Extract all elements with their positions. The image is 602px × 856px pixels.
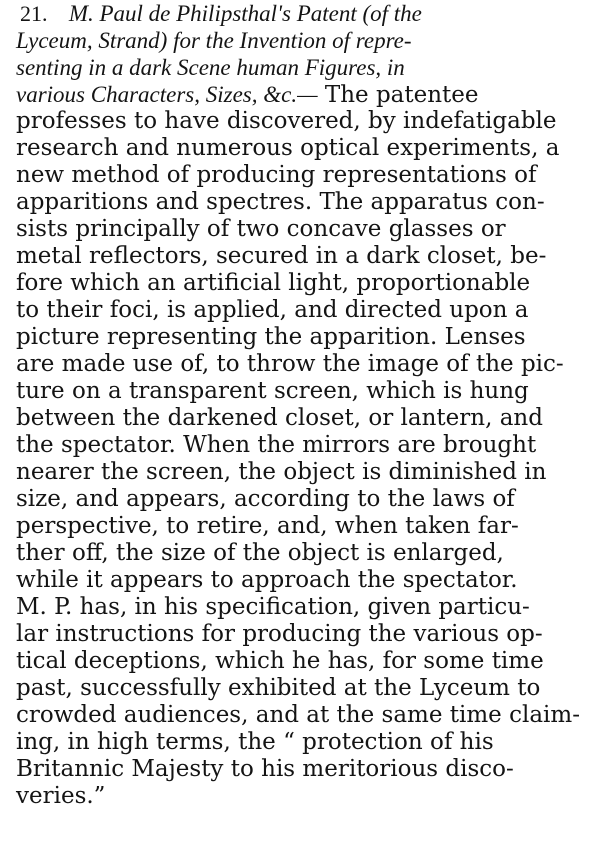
- text-line: ther off, the size of the object is enlarged,: [16, 540, 504, 566]
- article-number: 21.: [20, 1, 48, 26]
- text-line: [20, 0, 422, 28]
- text-line: metal reflectors, secured in a dark closet, be-: [16, 243, 547, 269]
- text-line: perspective, to retire, and, when taken far-: [16, 513, 519, 539]
- text-line: research and numerous optical experiments, a: [16, 135, 560, 161]
- text-line: between the darkened closet, or lantern, and: [16, 405, 543, 431]
- text-line: crowded audiences, and at the same time claim-: [16, 702, 580, 728]
- text-line: to their foci, is applied, and directed upon a: [16, 297, 529, 323]
- text-line: picture representing the apparition. Lenses: [16, 324, 526, 350]
- text-line: Britannic Majesty to his meritorious disco-: [16, 756, 514, 782]
- text-line: tical deceptions, which he has, for some time: [16, 648, 544, 674]
- text-line: size, and appears, according to the laws of: [16, 486, 515, 512]
- text-line: M. P. has, in his specification, given particu-: [16, 594, 530, 620]
- text-segment-italic: M. Paul de Philipsthal's Patent (of the: [68, 1, 422, 26]
- text-line: Lyceum, Strand) for the Invention of repre-: [16, 28, 412, 53]
- text-line: new method of producing representations of: [16, 162, 537, 188]
- text-line: past, successfully exhibited at the Lyceum to: [16, 675, 541, 701]
- text-line: professes to have discovered, by indefatigable: [16, 108, 557, 134]
- document-page: [16, 0, 596, 856]
- text-segment-italic: various Characters, Sizes, &c.—: [16, 82, 318, 107]
- text-line: [16, 81, 479, 109]
- text-line: ing, in high terms, the “ protection of his: [16, 729, 494, 755]
- text-line: are made use of, to throw the image of the pic-: [16, 351, 564, 377]
- text-segment: The patentee: [324, 82, 479, 108]
- text-line: veries.”: [16, 783, 106, 809]
- text-line: the spectator. When the mirrors are brought: [16, 432, 537, 458]
- text-line: senting in a dark Scene human Figures, in: [16, 55, 405, 80]
- text-line: ture on a transparent screen, which is hung: [16, 378, 529, 404]
- text-line: apparitions and spectres. The apparatus con-: [16, 189, 545, 215]
- text-line: while it appears to approach the spectator.: [16, 567, 518, 593]
- text-line: fore which an artificial light, proportionable: [16, 270, 531, 296]
- text-line: nearer the screen, the object is diminished in: [16, 459, 547, 485]
- text-line: lar instructions for producing the various op-: [16, 621, 543, 647]
- text-line: sists principally of two concave glasses or: [16, 216, 506, 242]
